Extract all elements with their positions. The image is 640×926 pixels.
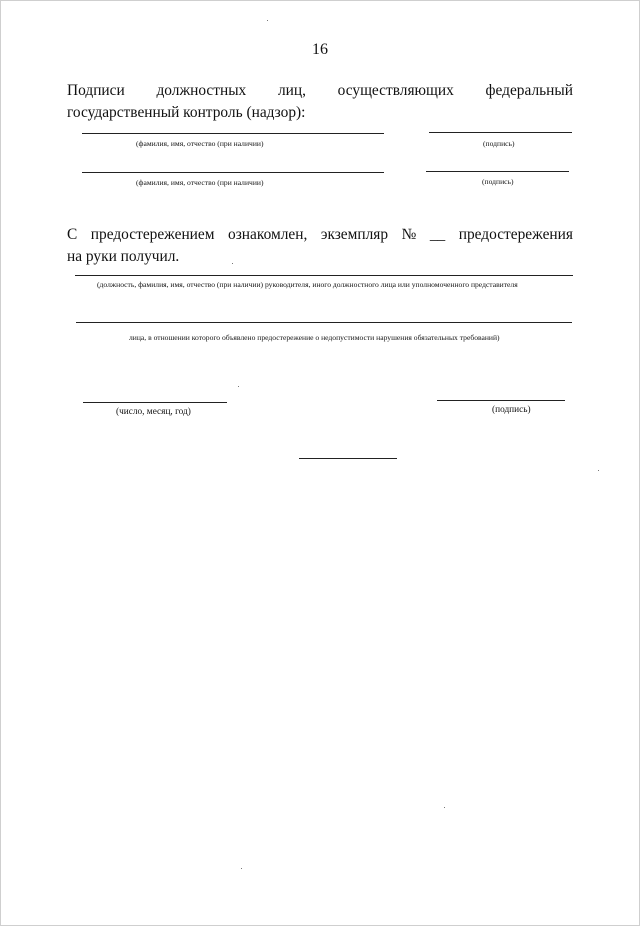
scan-speck	[267, 20, 268, 21]
official-signature-line-2[interactable]	[426, 171, 569, 172]
official-name-line-1[interactable]	[82, 133, 384, 134]
acknowledgement-line-1: С предостережением ознакомлен, экземпляр № __ предостережения	[67, 226, 573, 243]
closing-rule	[299, 458, 397, 459]
scan-speck	[444, 807, 445, 808]
recipient-caption-1: (должность, фамилия, имя, отчество (при наличии) руководителя, иного должностного лица или уполномоченного представителя	[97, 280, 518, 289]
official-signature-line-1[interactable]	[429, 132, 572, 133]
scan-speck	[598, 470, 599, 471]
scan-speck	[238, 386, 239, 387]
official-name-caption-1: (фамилия, имя, отчество (при наличии)	[136, 139, 264, 148]
recipient-line-1[interactable]	[75, 275, 573, 276]
acknowledgement-text	[67, 224, 573, 268]
scan-speck	[232, 263, 233, 264]
official-signature-caption-2: (подпись)	[482, 177, 514, 186]
official-signature-caption-1: (подпись)	[483, 139, 515, 148]
official-name-caption-2: (фамилия, имя, отчество (при наличии)	[136, 178, 264, 187]
heading-line-2: государственный контроль (надзор):	[67, 104, 306, 121]
officials-signatures-heading	[67, 80, 573, 124]
recipient-signature-line[interactable]	[437, 400, 565, 401]
official-name-line-2[interactable]	[82, 172, 384, 173]
date-caption: (число, месяц, год)	[116, 407, 191, 417]
scan-speck	[241, 868, 242, 869]
page-number: 16	[312, 41, 328, 58]
recipient-signature-caption: (подпись)	[492, 405, 531, 415]
acknowledgement-line-2: на руки получил.	[67, 248, 180, 265]
recipient-line-2[interactable]	[76, 322, 572, 323]
recipient-caption-2: лица, в отношении которого объявлено предостережение о недопустимости нарушения обязательных требований)	[129, 333, 500, 342]
date-line[interactable]	[83, 402, 227, 403]
heading-line-1: Подписи должностных лиц, осуществляющих федеральный	[67, 82, 573, 99]
